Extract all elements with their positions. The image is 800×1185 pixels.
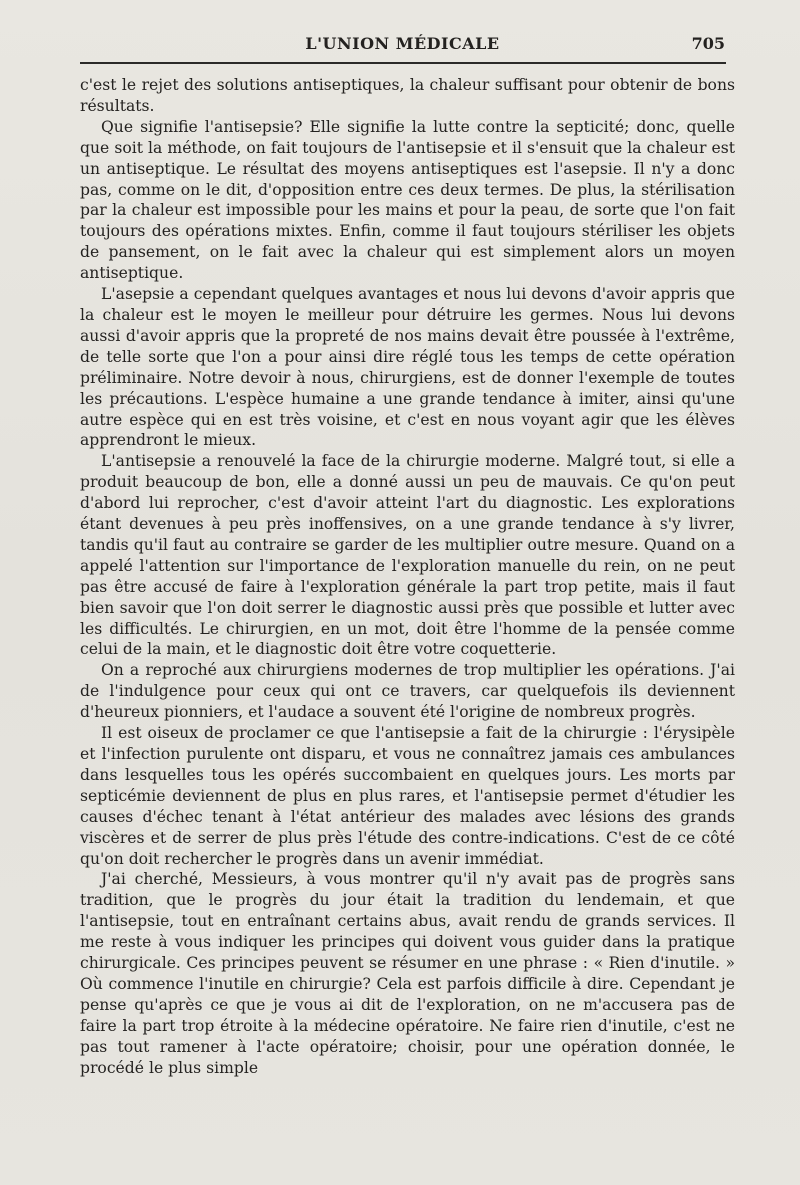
running-head <box>80 34 725 56</box>
paragraph: L'asepsie a cependant quelques avantages et nous lui devons d'avoir appris que la chaleur est le moyen le meilleur pour détruire les germes. Nous lui devons aussi d'avoir appris que la propreté de nos mains devait être poussée à l'extrême, de telle sorte que l'on a pour ainsi dire réglé tous les temps de cette opération préliminaire. Notre devoir à nous, chirurgiens, est de donner l'exemple de toutes les précautions. L'espèce humaine a une grande tendance à imiter, ainsi qu'une autre espèce qui en est très voisine, et c'est en nous voyant agir que les élèves apprendront le mieux. <box>80 285 735 450</box>
paragraph: Il est oiseux de proclamer ce que l'antisepsie a fait de la chirurgie : l'érysipèle et l'infection purulente ont disparu, et vous ne connaîtrez jamais ces ambulances dans lesquelles tous les opérés succombaient en quelques jours. Les morts par septicémie deviennent de plus en plus rares, et l'antisepsie permet d'étudier les causes d'échec tenant à l'état antérieur des malades avec lésions des grands viscères et de serrer de plus près l'étude des contre-indications. C'est de ce côté qu'on doit rechercher le progrès dans un avenir immédiat. <box>80 724 735 868</box>
page-number: 705 <box>691 34 725 53</box>
article-body <box>80 75 735 1079</box>
paragraph: J'ai cherché, Messieurs, à vous montrer qu'il n'y avait pas de progrès sans tradition, que le progrès du jour était la tradition du lendemain, et que l'antisepsie, tout en entraînant certains abus, avait rendu de grands services. Il me reste à vous indiquer les principes qui doivent vous guider dans la pratique chirurgicale. Ces principes peuvent se résumer en une phrase : « Rien d'inutile. » Où commence l'inutile en chirurgie? Cela est parfois difficile à dire. Cependant je pense qu'après ce que je vous ai dit de l'exploration, on ne m'accusera pas de faire la part trop étroite à la médecine opératoire. Ne faire rien d'inutile, c'est ne pas tout ramener à l'acte opératoire; choisir, pour une opération donnée, le procédé le plus simple <box>80 870 735 1077</box>
paragraph-continued: c'est le rejet des solutions antiseptiques, la chaleur suffisant pour obtenir de bons résultats. <box>80 76 735 115</box>
header-rule <box>80 62 726 64</box>
paragraph: Que signifie l'antisepsie? Elle signifie la lutte contre la septicité; donc, quelle que soit la méthode, on fait toujours de l'antisepsie et il s'ensuit que la chaleur est un antiseptique. Le résultat des moyens antiseptiques est l'asepsie. Il n'y a donc pas, comme on le dit, d'opposition entre ces deux termes. De plus, la stérilisation par la chaleur est impossible pour les mains et pour la peau, de sorte que l'on fait toujours des opérations mixtes. Enfin, comme il faut toujours stériliser les objets de pansement, on le fait avec la chaleur qui est simplement alors un moyen antiseptique. <box>80 117 735 283</box>
paragraph: On a reproché aux chirurgiens modernes de trop multiplier les opérations. J'ai de l'indulgence pour ceux qui ont ce travers, car quelquefois ils deviennent d'heureux pionniers, et l'audace a souvent été l'origine de nombreux progrès. <box>80 661 735 722</box>
journal-title: L'UNION MÉDICALE <box>305 34 500 53</box>
paragraph: L'antisepsie a renouvelé la face de la chirurgie moderne. Malgré tout, si elle a produit beaucoup de bon, elle a donné aussi un peu de mauvais. Ce qu'on peut d'abord lui reprocher, c'est d'avoir atteint l'art du diagnostic. Les explorations étant devenues à peu près inoffensives, on a une grande tendance à s'y livrer, tandis qu'il faut au contraire se garder de les multiplier outre mesure. Quand on a appelé l'attention sur l'importance de l'exploration manuelle du rein, on ne peut pas être accusé de faire à l'exploration générale la part trop petite, mais il faut bien savoir que l'on doit serrer le diagnostic aussi près que possible et lutter avec les difficultés. Le chirurgien, en un mot, doit être l'homme de la pensée comme celui de la main, et le diagnostic doit être votre coquetterie. <box>80 452 735 659</box>
